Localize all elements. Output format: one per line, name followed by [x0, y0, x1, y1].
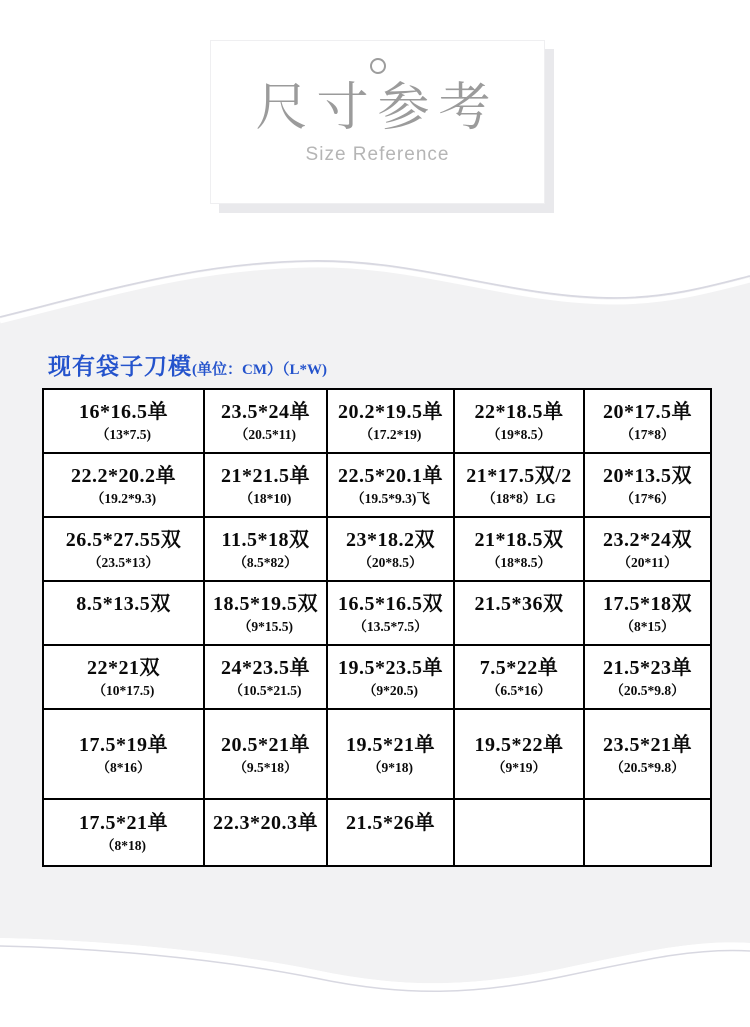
cell-size-text: 22.3*20.3单: [213, 812, 318, 834]
cell-size-text: 16*16.5单: [79, 400, 168, 423]
cell-inner-size-text: [205, 836, 326, 855]
cell-size-text: 21.5*26单: [346, 812, 435, 834]
size-cell: [584, 517, 711, 581]
size-cell: [327, 799, 454, 866]
size-cell: [584, 389, 711, 453]
size-table-body: [43, 389, 711, 866]
size-cell: [454, 389, 584, 453]
page-subtitle: Size Reference: [305, 144, 450, 165]
cell-inner-size-text: （8*18): [101, 838, 146, 853]
pin-hole-circle-icon: [370, 58, 386, 74]
cell-size-text: 16.5*16.5双: [338, 592, 443, 615]
size-cell: [204, 453, 327, 517]
cell-inner-size-text: （8*16）: [96, 759, 151, 775]
cell-inner-size-text: （8*15）: [620, 618, 675, 634]
cell-size-text: 23.5*21单: [603, 733, 692, 756]
size-cell: [327, 453, 454, 517]
cell-size-text: 22.2*20.2单: [71, 464, 176, 487]
cell-inner-size-text: （18*10): [239, 490, 292, 506]
cell-inner-size-text: （8.5*82）: [233, 554, 298, 570]
cell-size-text: 20*17.5单: [603, 400, 692, 423]
size-cell: [43, 581, 204, 645]
cell-size-text: 26.5*27.55双: [65, 528, 182, 551]
cell-size-text: 19.5*23.5单: [338, 656, 443, 679]
size-cell: [43, 709, 204, 799]
size-cell: [584, 709, 711, 799]
cell-size-text: 20.5*21单: [221, 733, 310, 756]
section-title-main: 现有袋子刀模: [48, 354, 192, 379]
cell-size-text: 21*17.5双/2: [466, 464, 572, 487]
cell-inner-size-text: （20.5*9.8）: [610, 759, 685, 775]
cell-size-text: 19.5*22单: [474, 733, 564, 756]
table-row: [43, 517, 711, 581]
cell-inner-size-text: （17.2*19): [359, 426, 422, 442]
cell-inner-size-text: [585, 823, 710, 842]
cell-size-text: 21.5*23单: [603, 656, 692, 679]
cell-size-text: 11.5*18双: [221, 528, 310, 551]
cell-inner-size-text: （18*8.5）: [486, 554, 552, 570]
cell-inner-size-text: （19.5*9.3)飞: [351, 490, 430, 506]
size-cell: [327, 645, 454, 709]
cell-inner-size-text: （10*17.5): [92, 682, 155, 698]
size-cell: [204, 581, 327, 645]
size-cell: [204, 517, 327, 581]
size-cell: [204, 709, 327, 799]
cell-size-text: 21.5*36双: [474, 592, 564, 615]
size-cell: [454, 453, 584, 517]
cell-inner-size-text: （17*6）: [620, 490, 675, 506]
size-cell: [204, 645, 327, 709]
size-cell: [43, 645, 204, 709]
cell-size-text: 23.5*24单: [221, 400, 310, 423]
section-title-units: (单位：CM）（L*W): [192, 362, 327, 378]
cell-inner-size-text: （20.5*9.8）: [610, 682, 685, 698]
cell-inner-size-text: （19.2*9.3): [90, 490, 157, 506]
size-cell: [584, 799, 711, 866]
size-cell: [584, 645, 711, 709]
size-cell: [327, 709, 454, 799]
cell-size-text: 20.2*19.5单: [338, 400, 443, 423]
size-cell: [454, 645, 584, 709]
cell-inner-size-text: （23.5*13）: [88, 554, 159, 570]
size-cell: [584, 581, 711, 645]
size-cell: [327, 517, 454, 581]
size-cell: [327, 581, 454, 645]
cell-inner-size-text: [455, 617, 583, 636]
cell-inner-size-text: （9*19）: [492, 759, 546, 775]
size-table: [42, 388, 712, 867]
size-cell: [204, 799, 327, 866]
table-row: [43, 645, 711, 709]
cell-inner-size-text: （13*7.5): [95, 426, 152, 442]
cell-inner-size-text: （6.5*16）: [486, 682, 552, 698]
page-title: 尺寸参考: [255, 80, 500, 137]
cell-inner-size-text: （18*8）LG: [482, 490, 556, 506]
cell-size-text: 17.5*18双: [603, 592, 692, 615]
cell-size-text: 23*18.2双: [346, 528, 435, 551]
cell-size-text: 7.5*22单: [479, 656, 559, 679]
table-row: [43, 799, 711, 866]
cell-size-text: 22.5*20.1单: [338, 464, 443, 487]
cell-inner-size-text: （20*11）: [617, 554, 678, 570]
size-cell: [204, 389, 327, 453]
size-cell: [327, 389, 454, 453]
cell-size-text: 21*21.5单: [221, 464, 310, 487]
cell-size-text: 17.5*19单: [79, 733, 168, 756]
cell-size-text: 21*18.5双: [474, 528, 564, 551]
size-cell: [43, 389, 204, 453]
cell-size-text: 24*23.5单: [221, 656, 310, 679]
cell-size-text: 22*18.5单: [474, 400, 564, 423]
size-cell: [454, 709, 584, 799]
cell-size-text: 17.5*21单: [79, 812, 168, 834]
cell-size-text: 22*21双: [87, 656, 160, 679]
header-card: [210, 40, 545, 204]
size-cell: [43, 517, 204, 581]
cell-size-text: 20*13.5双: [603, 464, 692, 487]
size-cell: [454, 517, 584, 581]
size-cell: [43, 799, 204, 866]
cell-inner-size-text: （9*15.5): [237, 618, 294, 634]
size-cell: [584, 453, 711, 517]
table-row: [43, 389, 711, 453]
cell-inner-size-text: （20*8.5）: [358, 554, 423, 570]
cell-inner-size-text: [328, 836, 453, 855]
cell-size-text: 19.5*21单: [346, 733, 435, 756]
size-cell: [43, 453, 204, 517]
size-cell: [454, 799, 584, 866]
cell-size-text: 8.5*13.5双: [76, 592, 171, 615]
size-cell: [454, 581, 584, 645]
cell-inner-size-text: （9*18): [368, 759, 413, 775]
table-row: [43, 709, 711, 799]
cell-inner-size-text: [455, 823, 583, 842]
cell-inner-size-text: （19*8.5）: [486, 426, 552, 442]
cell-inner-size-text: [44, 617, 203, 636]
cell-inner-size-text: （10.5*21.5): [229, 682, 302, 698]
cell-inner-size-text: （9.5*18）: [233, 759, 298, 775]
cell-inner-size-text: （9*20.5): [362, 682, 419, 698]
table-row: [43, 581, 711, 645]
cell-inner-size-text: （20.5*11): [234, 426, 297, 442]
cell-size-text: 18.5*19.5双: [213, 592, 318, 615]
section-title: [48, 348, 327, 381]
cell-inner-size-text: （17*8）: [620, 426, 675, 442]
cell-size-text: 23.2*24双: [603, 528, 692, 551]
table-row: [43, 453, 711, 517]
cell-inner-size-text: （13.5*7.5）: [353, 618, 428, 634]
